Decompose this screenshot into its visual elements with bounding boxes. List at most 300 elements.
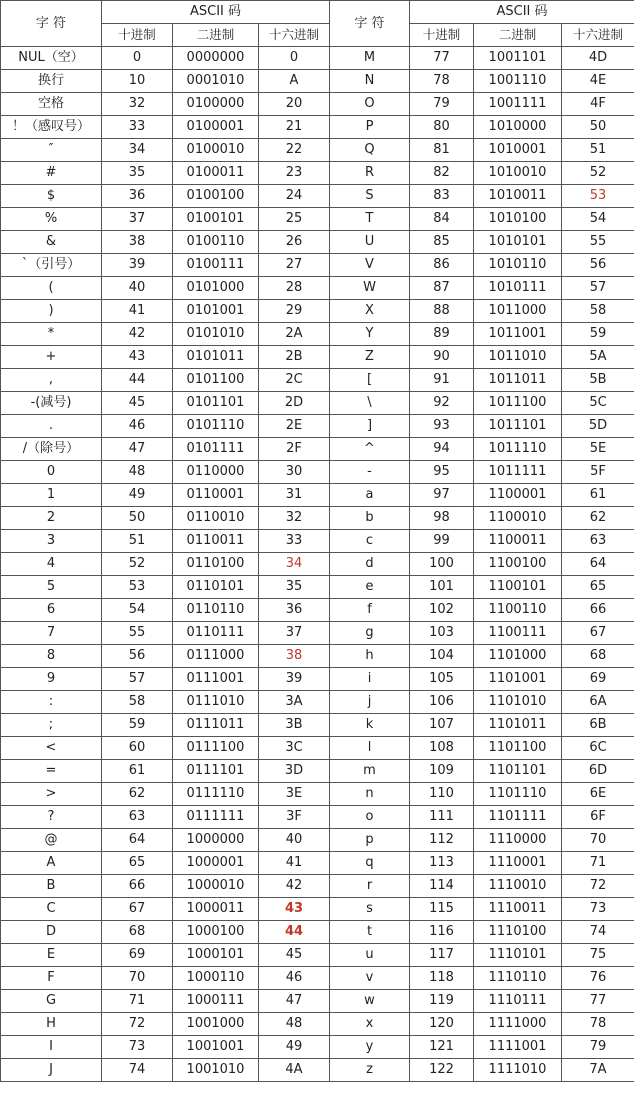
char-cell: 9 (1, 668, 102, 691)
table-row (1, 599, 634, 622)
char-cell: s (330, 898, 410, 921)
dec-cell: 43 (102, 346, 173, 369)
char-cell: O (330, 93, 410, 116)
hex-cell: 6A (562, 691, 634, 714)
dec-cell: 49 (102, 484, 173, 507)
bin-cell: 1101101 (474, 760, 562, 783)
dec-cell: 44 (102, 369, 173, 392)
table-row (1, 47, 634, 70)
hex-cell: 44 (259, 921, 330, 944)
hex-cell: 56 (562, 254, 634, 277)
char-cell: ? (1, 806, 102, 829)
dec-cell: 47 (102, 438, 173, 461)
bin-cell: 0100100 (173, 185, 259, 208)
char-cell: M (330, 47, 410, 70)
dec-cell: 40 (102, 277, 173, 300)
char-cell: o (330, 806, 410, 829)
char-cell: . (1, 415, 102, 438)
hex-cell: 67 (562, 622, 634, 645)
dec-cell: 54 (102, 599, 173, 622)
char-cell: f (330, 599, 410, 622)
dec-cell: 78 (410, 70, 474, 93)
char-cell: d (330, 553, 410, 576)
bin-cell: 0101111 (173, 438, 259, 461)
dec-cell: 34 (102, 139, 173, 162)
table-row (1, 461, 634, 484)
bin-cell: 0000000 (173, 47, 259, 70)
dec-cell: 98 (410, 507, 474, 530)
char-cell: J (1, 1059, 102, 1082)
dec-cell: 39 (102, 254, 173, 277)
char-cell: S (330, 185, 410, 208)
bin-cell: 1011001 (474, 323, 562, 346)
hex-cell: 2A (259, 323, 330, 346)
dec-cell: 122 (410, 1059, 474, 1082)
table-row (1, 300, 634, 323)
dec-cell: 118 (410, 967, 474, 990)
dec-cell: 41 (102, 300, 173, 323)
char-cell: R (330, 162, 410, 185)
bin-cell: 1010111 (474, 277, 562, 300)
hex-cell: 5F (562, 461, 634, 484)
hex-cell: 76 (562, 967, 634, 990)
table-row (1, 369, 634, 392)
bin-cell: 1100110 (474, 599, 562, 622)
table-row (1, 254, 634, 277)
bin-cell: 0100101 (173, 208, 259, 231)
hex-cell: 62 (562, 507, 634, 530)
char-cell: 换行 (1, 70, 102, 93)
bin-cell: 1011100 (474, 392, 562, 415)
hex-cell: 34 (259, 553, 330, 576)
bin-cell: 0111011 (173, 714, 259, 737)
bin-cell: 0110011 (173, 530, 259, 553)
bin-cell: 1010110 (474, 254, 562, 277)
bin-cell: 1001101 (474, 47, 562, 70)
char-cell: X (330, 300, 410, 323)
char-cell: F (1, 967, 102, 990)
hex-cell: 26 (259, 231, 330, 254)
char-cell: > (1, 783, 102, 806)
table-row (1, 484, 634, 507)
dec-cell: 104 (410, 645, 474, 668)
dec-cell: 32 (102, 93, 173, 116)
dec-cell: 38 (102, 231, 173, 254)
bin-cell: 1111000 (474, 1013, 562, 1036)
table-row (1, 760, 634, 783)
char-cell: Q (330, 139, 410, 162)
table-row (1, 530, 634, 553)
dec-cell: 94 (410, 438, 474, 461)
char-cell: $ (1, 185, 102, 208)
hex-cell: 46 (259, 967, 330, 990)
dec-cell: 10 (102, 70, 173, 93)
table-row (1, 277, 634, 300)
hex-cell: 6F (562, 806, 634, 829)
char-cell: ) (1, 300, 102, 323)
bin-cell: 1000111 (173, 990, 259, 1013)
bin-cell: 1100111 (474, 622, 562, 645)
dec-cell: 103 (410, 622, 474, 645)
hex-cell: 7A (562, 1059, 634, 1082)
char-cell: v (330, 967, 410, 990)
hex-cell: 78 (562, 1013, 634, 1036)
char-cell: l (330, 737, 410, 760)
bin-cell: 0101101 (173, 392, 259, 415)
char-cell: ″ (1, 139, 102, 162)
dec-cell: 107 (410, 714, 474, 737)
bin-cell: 0110101 (173, 576, 259, 599)
table-row (1, 783, 634, 806)
dec-cell: 50 (102, 507, 173, 530)
bin-cell: 0101011 (173, 346, 259, 369)
dec-cell: 45 (102, 392, 173, 415)
bin-cell: 0101100 (173, 369, 259, 392)
char-cell: 5 (1, 576, 102, 599)
hex-cell: 33 (259, 530, 330, 553)
dec-cell: 58 (102, 691, 173, 714)
table-row (1, 852, 634, 875)
hex-cell: 2B (259, 346, 330, 369)
hex-cell: 22 (259, 139, 330, 162)
bin-cell: 0100000 (173, 93, 259, 116)
dec-cell: 42 (102, 323, 173, 346)
char-cell: G (1, 990, 102, 1013)
hex-cell: 2F (259, 438, 330, 461)
table-row (1, 185, 634, 208)
char-cell: % (1, 208, 102, 231)
char-cell: 3 (1, 530, 102, 553)
char-cell: h (330, 645, 410, 668)
bin-cell: 1010010 (474, 162, 562, 185)
dec-cell: 105 (410, 668, 474, 691)
dec-cell: 57 (102, 668, 173, 691)
bin-cell: 1000001 (173, 852, 259, 875)
bin-cell: 1000000 (173, 829, 259, 852)
char-cell: /（除号） (1, 438, 102, 461)
hex-cell: A (259, 70, 330, 93)
table-row (1, 139, 634, 162)
dec-cell: 60 (102, 737, 173, 760)
char-cell: c (330, 530, 410, 553)
hex-cell: 71 (562, 852, 634, 875)
hex-cell: 66 (562, 599, 634, 622)
header-ascii-right: ASCII 码 (410, 1, 634, 24)
bin-cell: 1101110 (474, 783, 562, 806)
char-cell: 8 (1, 645, 102, 668)
dec-cell: 35 (102, 162, 173, 185)
hex-cell: 39 (259, 668, 330, 691)
table-row (1, 737, 634, 760)
table-row (1, 553, 634, 576)
char-cell: U (330, 231, 410, 254)
dec-cell: 112 (410, 829, 474, 852)
char-cell: y (330, 1036, 410, 1059)
dec-cell: 93 (410, 415, 474, 438)
table-row (1, 576, 634, 599)
char-cell: 4 (1, 553, 102, 576)
dec-cell: 89 (410, 323, 474, 346)
hex-cell: 69 (562, 668, 634, 691)
hex-cell: 5E (562, 438, 634, 461)
char-cell: 1 (1, 484, 102, 507)
bin-cell: 1000100 (173, 921, 259, 944)
dec-cell: 65 (102, 852, 173, 875)
hex-cell: 2C (259, 369, 330, 392)
char-cell: 0 (1, 461, 102, 484)
dec-cell: 84 (410, 208, 474, 231)
dec-cell: 101 (410, 576, 474, 599)
table-row (1, 622, 634, 645)
char-cell: z (330, 1059, 410, 1082)
bin-cell: 1001001 (173, 1036, 259, 1059)
hex-cell: 21 (259, 116, 330, 139)
char-cell: j (330, 691, 410, 714)
hex-cell: 77 (562, 990, 634, 1013)
hex-cell: 48 (259, 1013, 330, 1036)
dec-cell: 102 (410, 599, 474, 622)
dec-cell: 66 (102, 875, 173, 898)
hex-cell: 73 (562, 898, 634, 921)
dec-cell: 121 (410, 1036, 474, 1059)
table-row (1, 967, 634, 990)
hex-cell: 3D (259, 760, 330, 783)
bin-cell: 1110110 (474, 967, 562, 990)
char-cell: : (1, 691, 102, 714)
char-cell: E (1, 944, 102, 967)
hex-cell: 20 (259, 93, 330, 116)
char-cell: q (330, 852, 410, 875)
hex-cell: 25 (259, 208, 330, 231)
dec-cell: 63 (102, 806, 173, 829)
table-row (1, 921, 634, 944)
dec-cell: 87 (410, 277, 474, 300)
hex-cell: 58 (562, 300, 634, 323)
char-cell: ; (1, 714, 102, 737)
dec-cell: 95 (410, 461, 474, 484)
dec-cell: 109 (410, 760, 474, 783)
table-row (1, 415, 634, 438)
dec-cell: 115 (410, 898, 474, 921)
table-row (1, 1013, 634, 1036)
char-cell: Y (330, 323, 410, 346)
dec-cell: 64 (102, 829, 173, 852)
dec-cell: 46 (102, 415, 173, 438)
dec-cell: 0 (102, 47, 173, 70)
dec-cell: 116 (410, 921, 474, 944)
dec-cell: 33 (102, 116, 173, 139)
table-row (1, 323, 634, 346)
hex-cell: 4A (259, 1059, 330, 1082)
char-cell: W (330, 277, 410, 300)
hex-cell: 38 (259, 645, 330, 668)
hex-cell: 49 (259, 1036, 330, 1059)
dec-cell: 106 (410, 691, 474, 714)
hex-cell: 23 (259, 162, 330, 185)
bin-cell: 1011111 (474, 461, 562, 484)
header-char-right: 字 符 (330, 1, 410, 47)
table-row (1, 231, 634, 254)
bin-cell: 0111100 (173, 737, 259, 760)
dec-cell: 91 (410, 369, 474, 392)
table-row (1, 93, 634, 116)
table-row (1, 645, 634, 668)
dec-cell: 100 (410, 553, 474, 576)
bin-cell: 0100110 (173, 231, 259, 254)
hex-cell: 65 (562, 576, 634, 599)
hex-cell: 35 (259, 576, 330, 599)
char-cell: i (330, 668, 410, 691)
table-row (1, 944, 634, 967)
hex-cell: 5C (562, 392, 634, 415)
hex-cell: 53 (562, 185, 634, 208)
bin-cell: 0111001 (173, 668, 259, 691)
char-cell: B (1, 875, 102, 898)
table-row (1, 346, 634, 369)
hex-cell: 24 (259, 185, 330, 208)
char-cell: a (330, 484, 410, 507)
bin-cell: 1001111 (474, 93, 562, 116)
hex-cell: 51 (562, 139, 634, 162)
dec-cell: 113 (410, 852, 474, 875)
char-cell: x (330, 1013, 410, 1036)
char-cell: [ (330, 369, 410, 392)
bin-cell: 1011110 (474, 438, 562, 461)
char-cell: Z (330, 346, 410, 369)
hex-cell: 31 (259, 484, 330, 507)
hex-cell: 0 (259, 47, 330, 70)
dec-cell: 81 (410, 139, 474, 162)
bin-cell: 1110101 (474, 944, 562, 967)
header-dec-right: 十进制 (410, 24, 474, 47)
char-cell: V (330, 254, 410, 277)
char-cell: - (330, 461, 410, 484)
table-row (1, 507, 634, 530)
char-cell: b (330, 507, 410, 530)
hex-cell: 57 (562, 277, 634, 300)
bin-cell: 1000010 (173, 875, 259, 898)
char-cell: D (1, 921, 102, 944)
hex-cell: 50 (562, 116, 634, 139)
dec-cell: 68 (102, 921, 173, 944)
bin-cell: 1101100 (474, 737, 562, 760)
dec-cell: 37 (102, 208, 173, 231)
char-cell: NUL（空） (1, 47, 102, 70)
char-cell: r (330, 875, 410, 898)
char-cell: `（引号） (1, 254, 102, 277)
hex-cell: 6B (562, 714, 634, 737)
bin-cell: 0100111 (173, 254, 259, 277)
bin-cell: 1011011 (474, 369, 562, 392)
bin-cell: 1101001 (474, 668, 562, 691)
bin-cell: 1001110 (474, 70, 562, 93)
char-cell: 7 (1, 622, 102, 645)
bin-cell: 0110001 (173, 484, 259, 507)
hex-cell: 55 (562, 231, 634, 254)
hex-cell: 52 (562, 162, 634, 185)
char-cell: w (330, 990, 410, 1013)
dec-cell: 99 (410, 530, 474, 553)
dec-cell: 80 (410, 116, 474, 139)
hex-cell: 72 (562, 875, 634, 898)
bin-cell: 1111010 (474, 1059, 562, 1082)
hex-cell: 79 (562, 1036, 634, 1059)
table-row (1, 438, 634, 461)
hex-cell: 30 (259, 461, 330, 484)
table-body (1, 47, 634, 1082)
dec-cell: 114 (410, 875, 474, 898)
char-cell: N (330, 70, 410, 93)
char-cell: + (1, 346, 102, 369)
hex-cell: 6E (562, 783, 634, 806)
char-cell: 2 (1, 507, 102, 530)
bin-cell: 1010100 (474, 208, 562, 231)
table-row (1, 668, 634, 691)
hex-cell: 40 (259, 829, 330, 852)
hex-cell: 32 (259, 507, 330, 530)
hex-cell: 4D (562, 47, 634, 70)
bin-cell: 0111010 (173, 691, 259, 714)
char-cell: u (330, 944, 410, 967)
hex-cell: 45 (259, 944, 330, 967)
char-cell: ] (330, 415, 410, 438)
hex-cell: 54 (562, 208, 634, 231)
table-row (1, 898, 634, 921)
char-cell: # (1, 162, 102, 185)
header-bin-left: 二进制 (173, 24, 259, 47)
dec-cell: 110 (410, 783, 474, 806)
dec-cell: 86 (410, 254, 474, 277)
dec-cell: 88 (410, 300, 474, 323)
bin-cell: 0110000 (173, 461, 259, 484)
bin-cell: 1011101 (474, 415, 562, 438)
dec-cell: 51 (102, 530, 173, 553)
bin-cell: 1110010 (474, 875, 562, 898)
header-hex-left: 十六进制 (259, 24, 330, 47)
bin-cell: 1110001 (474, 852, 562, 875)
bin-cell: 1101111 (474, 806, 562, 829)
table-row (1, 829, 634, 852)
char-cell: = (1, 760, 102, 783)
dec-cell: 92 (410, 392, 474, 415)
char-cell: ！（感叹号） (1, 116, 102, 139)
bin-cell: 0111110 (173, 783, 259, 806)
hex-cell: 5B (562, 369, 634, 392)
bin-cell: 1100011 (474, 530, 562, 553)
hex-cell: 47 (259, 990, 330, 1013)
table-row (1, 691, 634, 714)
hex-cell: 3A (259, 691, 330, 714)
dec-cell: 55 (102, 622, 173, 645)
char-cell: & (1, 231, 102, 254)
hex-cell: 3E (259, 783, 330, 806)
hex-cell: 75 (562, 944, 634, 967)
bin-cell: 1110000 (474, 829, 562, 852)
char-cell: H (1, 1013, 102, 1036)
hex-cell: 2D (259, 392, 330, 415)
dec-cell: 119 (410, 990, 474, 1013)
dec-cell: 117 (410, 944, 474, 967)
bin-cell: 1101011 (474, 714, 562, 737)
dec-cell: 59 (102, 714, 173, 737)
bin-cell: 0100010 (173, 139, 259, 162)
char-cell: I (1, 1036, 102, 1059)
char-cell: P (330, 116, 410, 139)
hex-cell: 42 (259, 875, 330, 898)
dec-cell: 83 (410, 185, 474, 208)
table-row (1, 70, 634, 93)
bin-cell: 1000101 (173, 944, 259, 967)
